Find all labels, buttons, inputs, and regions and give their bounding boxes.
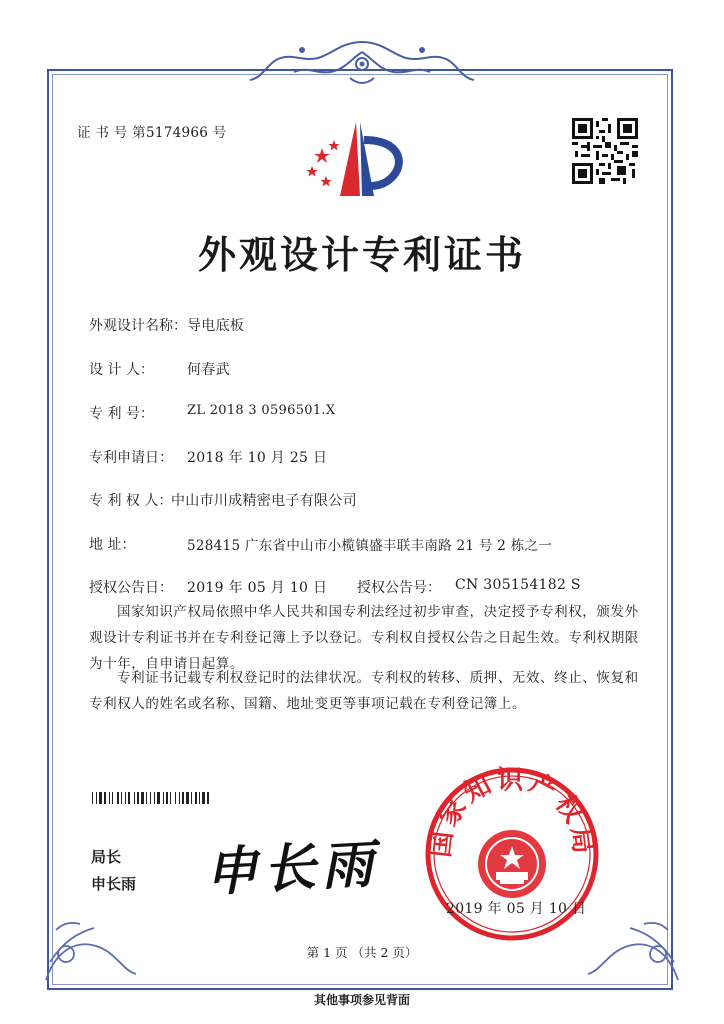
barcode-bar: [163, 792, 164, 804]
national-emblem-icon: [478, 830, 546, 898]
body-paragraph-1-text: 国家知识产权局依照中华人民共和国专利法经过初步审查，决定授予专利权，颁发外观设计专利证书并在专利登记簿上予以登记。专利权自授权公告之日起生效。专利权期限为十年，自申请日起算。: [89, 604, 639, 672]
director-signature-text: 申长雨: [203, 833, 381, 904]
barcode-bar: [175, 792, 176, 804]
page-title: 外观设计专利证书: [197, 232, 526, 277]
field-value-design-name: 导电底板: [187, 318, 245, 334]
barcode-bar: [109, 792, 110, 804]
barcode-bar: [104, 792, 106, 804]
barcode-bar: [202, 792, 205, 804]
barcode-bar: [186, 792, 189, 804]
field-label-design-name: 外观设计名称：: [89, 318, 187, 334]
patent-office-logo-icon: [300, 118, 418, 200]
barcode-bar: [179, 792, 180, 804]
barcode-bar: [195, 792, 197, 804]
barcode-bar: [117, 792, 119, 804]
barcode-bar: [182, 792, 184, 804]
barcode-bar: [191, 792, 192, 804]
barcode-bar: [207, 792, 209, 804]
barcode-bar: [128, 792, 130, 804]
field-label-application-date: 专利申请日：: [89, 450, 173, 466]
grant-date-value: 2019 年 05 月 10 日: [187, 580, 328, 596]
qr-code: [572, 118, 638, 184]
page-number: 第 1 页 （共 2 页）: [306, 945, 418, 960]
field-label-patentee: 专 利 权 人：: [89, 493, 173, 509]
footer-note: 其他事项参见背面: [313, 993, 410, 1007]
grant-date-label: 授权公告日：: [89, 580, 173, 596]
field-label-address: 地 址：: [89, 537, 136, 553]
director-signature: [203, 821, 381, 905]
barcode-bar: [146, 792, 147, 804]
grant-number-label: 授权公告号：: [357, 580, 441, 596]
barcode-bar: [112, 792, 113, 804]
field-value-patentee: 中山市川成精密电子有限公司: [171, 493, 357, 509]
barcode-bar: [125, 792, 126, 804]
barcode-bar: [134, 792, 135, 804]
body-paragraph-2: [89, 665, 649, 717]
field-label-designer: 设 计 人：: [89, 362, 154, 378]
top-ornament: [232, 34, 492, 92]
barcode-bar: [99, 792, 102, 804]
seal-date: 2019 年 05 月 10 日: [446, 901, 587, 917]
field-value-designer: 何春武: [187, 362, 230, 378]
certificate-number: 证 书 号 第5174966 号: [77, 125, 227, 141]
seal-text: 国家知识产权局: [425, 766, 599, 860]
barcode-bar: [96, 792, 97, 804]
barcode-bar: [166, 792, 168, 804]
grant-number-value: CN 305154182 S: [455, 577, 581, 593]
barcode: [92, 792, 274, 804]
barcode-bar: [92, 792, 93, 804]
field-label-patent-number: 专 利 号：: [89, 406, 154, 422]
director-title: 局长: [91, 848, 122, 866]
barcode-bar: [137, 792, 139, 804]
barcode-bar: [199, 792, 200, 804]
field-value-application-date: 2018 年 10 月 25 日: [187, 450, 328, 466]
barcode-bar: [170, 792, 171, 804]
body-paragraph-2-text: 专利证书记载专利权登记时的法律状况。专利权的转移、质押、无效、终止、恢复和专利权人的姓名或名称、国籍、地址变更等事项记载在专利登记簿上。: [89, 670, 639, 712]
barcode-bar: [154, 792, 155, 804]
director-name: 申长雨: [91, 875, 137, 893]
barcode-bar: [157, 792, 160, 804]
barcode-bar: [141, 792, 144, 804]
field-value-patent-number: ZL 2018 3 0596501.X: [187, 403, 336, 418]
field-value-address: 528415 广东省中山市小榄镇盛丰联丰南路 21 号 2 栋之一: [187, 538, 553, 554]
barcode-bar: [121, 792, 122, 804]
barcode-bar: [150, 792, 151, 804]
